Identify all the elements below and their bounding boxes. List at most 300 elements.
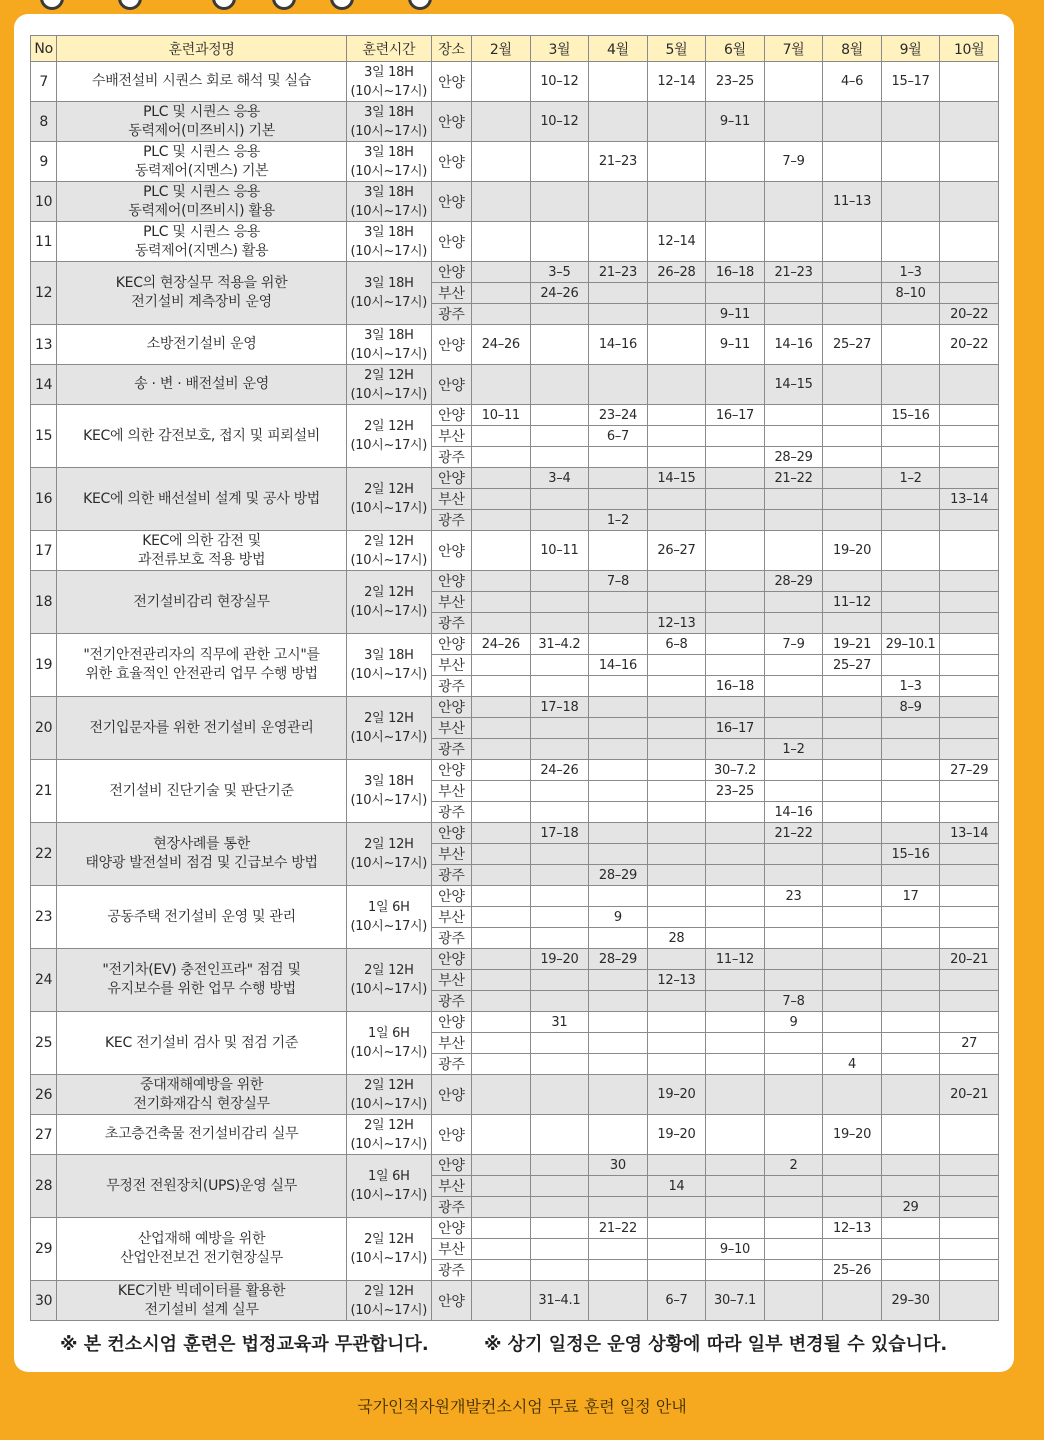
date-cell	[764, 1197, 823, 1218]
date-cell	[472, 802, 531, 823]
date-cell	[530, 1197, 589, 1218]
header-sep: 9월	[881, 36, 940, 62]
date-cell	[881, 1012, 940, 1033]
date-cell: 15–17	[881, 62, 940, 102]
date-cell	[706, 489, 765, 510]
date-cell	[472, 510, 531, 531]
date-cell	[647, 886, 706, 907]
course-name-line: 전기입문자를 위한 전기설비 운영관리	[89, 719, 314, 736]
course-hours: (10시~17시)	[350, 552, 428, 568]
date-cell: 11–12	[706, 949, 765, 970]
course-name-line: 동력제어(미쯔비시) 기본	[128, 122, 275, 139]
date-cell	[706, 991, 765, 1012]
date-cell	[530, 970, 589, 991]
date-cell	[940, 802, 999, 823]
course-name-line: "전기차(EV) 충전인프라" 점검 및	[102, 962, 301, 978]
date-cell	[472, 304, 531, 325]
date-cell	[940, 1176, 999, 1197]
date-cell	[764, 531, 823, 571]
date-cell	[881, 1176, 940, 1197]
course-time	[346, 262, 431, 325]
course-name	[57, 182, 347, 222]
date-cell	[706, 1197, 765, 1218]
place-cell: 안양	[431, 262, 471, 283]
date-cell	[881, 304, 940, 325]
course-time	[346, 1012, 431, 1075]
table-row	[31, 886, 999, 907]
date-cell	[530, 304, 589, 325]
course-time	[346, 823, 431, 886]
date-cell	[940, 222, 999, 262]
note-legal: ※ 본 컨소시엄 훈련은 법정교육과 무관합니다.	[60, 1334, 429, 1355]
date-cell	[647, 592, 706, 613]
date-cell	[472, 102, 531, 142]
date-cell: 20–22	[940, 325, 999, 365]
date-cell	[589, 634, 648, 655]
header-place: 장소	[431, 36, 471, 62]
course-hours: (10시~17시)	[350, 793, 428, 808]
course-hours: (10시~17시)	[350, 243, 428, 259]
course-name-line: PLC 및 시퀀스 응용	[143, 143, 261, 160]
schedule-table	[30, 35, 999, 1321]
date-cell: 1–2	[764, 739, 823, 760]
date-cell	[823, 304, 882, 325]
date-cell: 19–20	[530, 949, 589, 970]
date-cell	[881, 571, 940, 592]
date-cell	[881, 1155, 940, 1176]
course-no: 26	[31, 1075, 57, 1115]
course-duration: 3일 18H	[364, 104, 414, 120]
date-cell	[472, 365, 531, 405]
date-cell	[589, 760, 648, 781]
course-name-line: 초고층건축물 전기설비감리 실무	[104, 1126, 299, 1142]
table-row	[31, 325, 999, 365]
date-cell: 21–23	[589, 142, 648, 182]
date-cell	[823, 262, 882, 283]
date-cell: 30–7.2	[706, 760, 765, 781]
date-cell	[940, 1012, 999, 1033]
course-duration: 3일 18H	[364, 184, 414, 200]
course-time	[346, 405, 431, 468]
course-hours: (10시~17시)	[350, 1045, 428, 1060]
date-cell	[589, 1176, 648, 1197]
date-cell	[764, 510, 823, 531]
course-name	[57, 325, 347, 365]
course-no: 29	[31, 1218, 57, 1281]
date-cell	[530, 510, 589, 531]
date-cell	[647, 802, 706, 823]
date-cell	[940, 468, 999, 489]
date-cell	[530, 222, 589, 262]
course-name-line: KEC의 현장실무 적용을 위한	[115, 275, 288, 291]
course-duration: 2일 12H	[364, 482, 414, 497]
date-cell: 21–22	[764, 823, 823, 844]
date-cell	[589, 102, 648, 142]
date-cell: 4–6	[823, 62, 882, 102]
place-cell: 광주	[431, 1260, 471, 1281]
place-cell: 부산	[431, 718, 471, 739]
date-cell	[530, 1176, 589, 1197]
date-cell	[472, 991, 531, 1012]
place-cell: 부산	[431, 1239, 471, 1260]
binder-ring-3	[212, 0, 236, 10]
course-time	[346, 365, 431, 405]
binder-ring-4	[272, 0, 296, 10]
course-duration: 2일 12H	[364, 1117, 414, 1133]
date-cell	[940, 739, 999, 760]
table-row	[31, 571, 999, 592]
date-cell	[940, 886, 999, 907]
date-cell	[881, 865, 940, 886]
date-cell	[589, 739, 648, 760]
place-cell: 광주	[431, 613, 471, 634]
table-row	[31, 1281, 999, 1321]
place-cell: 광주	[431, 304, 471, 325]
date-cell	[530, 571, 589, 592]
course-name-line: 공동주택 전기설비 운영 및 관리	[107, 908, 296, 925]
date-cell	[530, 781, 589, 802]
date-cell	[881, 592, 940, 613]
course-name	[57, 365, 347, 405]
date-cell: 1–2	[589, 510, 648, 531]
date-cell	[530, 718, 589, 739]
date-cell	[472, 928, 531, 949]
date-cell: 14–16	[589, 655, 648, 676]
course-name	[57, 1155, 347, 1218]
table-row	[31, 405, 999, 426]
date-cell: 20–21	[940, 1075, 999, 1115]
date-cell	[940, 1218, 999, 1239]
date-cell	[530, 325, 589, 365]
course-name-line: 소방전기설비 운영	[146, 336, 257, 352]
course-time	[346, 1115, 431, 1155]
date-cell	[706, 1218, 765, 1239]
date-cell: 19–20	[823, 1115, 882, 1155]
date-cell	[589, 697, 648, 718]
date-cell	[706, 802, 765, 823]
date-cell	[706, 182, 765, 222]
place-cell: 안양	[431, 182, 471, 222]
place-cell: 안양	[431, 325, 471, 365]
date-cell: 7–9	[764, 142, 823, 182]
date-cell	[823, 676, 882, 697]
date-cell	[589, 1281, 648, 1321]
date-cell	[823, 283, 882, 304]
date-cell	[530, 1115, 589, 1155]
date-cell	[647, 760, 706, 781]
date-cell: 14–16	[589, 325, 648, 365]
date-cell	[706, 865, 765, 886]
course-duration: 2일 12H	[364, 367, 414, 383]
course-name-line: PLC 및 시퀀스 응용	[143, 183, 261, 200]
course-no: 24	[31, 949, 57, 1012]
schedule-sheet	[14, 14, 1014, 1372]
course-name	[57, 634, 347, 697]
date-cell	[589, 991, 648, 1012]
course-name-line: 동력제어(지멘스) 활용	[134, 242, 269, 259]
course-name-line: 전기설비 설계 실무	[144, 1301, 259, 1318]
date-cell	[530, 1033, 589, 1054]
date-cell	[823, 991, 882, 1012]
date-cell	[472, 1176, 531, 1197]
date-cell	[472, 571, 531, 592]
date-cell	[647, 447, 706, 468]
date-cell	[472, 739, 531, 760]
table-row	[31, 102, 999, 142]
date-cell	[706, 1260, 765, 1281]
place-cell: 안양	[431, 697, 471, 718]
date-cell	[706, 571, 765, 592]
date-cell	[589, 1115, 648, 1155]
table-header-row	[31, 36, 999, 62]
date-cell	[823, 865, 882, 886]
course-duration: 1일 6H	[368, 900, 410, 915]
date-cell	[881, 489, 940, 510]
binder-ring-2	[118, 0, 142, 10]
place-cell: 부산	[431, 781, 471, 802]
course-duration: 3일 18H	[364, 648, 414, 663]
course-hours: (10시~17시)	[350, 982, 428, 997]
date-cell	[823, 823, 882, 844]
date-cell	[940, 991, 999, 1012]
date-cell: 11–12	[823, 592, 882, 613]
date-cell	[530, 1075, 589, 1115]
date-cell: 23–24	[589, 405, 648, 426]
place-cell: 광주	[431, 676, 471, 697]
date-cell	[764, 718, 823, 739]
place-cell: 광주	[431, 510, 471, 531]
date-cell	[472, 1115, 531, 1155]
course-name	[57, 468, 347, 531]
date-cell	[823, 365, 882, 405]
place-cell: 부산	[431, 655, 471, 676]
date-cell	[706, 823, 765, 844]
place-cell: 광주	[431, 1197, 471, 1218]
course-no: 27	[31, 1115, 57, 1155]
note-schedule-change: ※ 상기 일정은 운영 상황에 따라 일부 변경될 수 있습니다.	[484, 1334, 948, 1355]
date-cell	[940, 1155, 999, 1176]
date-cell	[764, 1033, 823, 1054]
date-cell	[823, 1012, 882, 1033]
date-cell	[706, 1155, 765, 1176]
date-cell	[472, 781, 531, 802]
date-cell: 9	[764, 1012, 823, 1033]
date-cell	[647, 1197, 706, 1218]
date-cell	[530, 592, 589, 613]
course-name-line: 송 · 변 · 배전설비 운영	[134, 376, 269, 392]
date-cell: 30–7.1	[706, 1281, 765, 1321]
date-cell	[940, 1281, 999, 1321]
date-cell	[823, 781, 882, 802]
place-cell: 광주	[431, 802, 471, 823]
date-cell	[647, 304, 706, 325]
date-cell	[530, 907, 589, 928]
date-cell	[881, 1054, 940, 1075]
date-cell: 14	[647, 1176, 706, 1197]
table-row	[31, 760, 999, 781]
course-name	[57, 62, 347, 102]
course-time	[346, 760, 431, 823]
date-cell	[706, 531, 765, 571]
course-name	[57, 823, 347, 886]
date-cell	[472, 531, 531, 571]
date-cell	[589, 613, 648, 634]
date-cell	[823, 405, 882, 426]
date-cell	[764, 592, 823, 613]
course-no: 20	[31, 697, 57, 760]
course-time	[346, 634, 431, 697]
date-cell	[706, 928, 765, 949]
course-no: 7	[31, 62, 57, 102]
date-cell	[764, 1054, 823, 1075]
date-cell	[472, 426, 531, 447]
date-cell	[706, 1033, 765, 1054]
date-cell	[764, 1075, 823, 1115]
course-time	[346, 697, 431, 760]
place-cell: 안양	[431, 823, 471, 844]
course-duration: 3일 18H	[364, 774, 414, 789]
header-mar: 3월	[530, 36, 589, 62]
date-cell	[881, 102, 940, 142]
date-cell	[940, 970, 999, 991]
date-cell	[764, 907, 823, 928]
place-cell: 안양	[431, 531, 471, 571]
place-cell: 안양	[431, 949, 471, 970]
date-cell	[764, 182, 823, 222]
course-name-line: 전기설비감리 현장실무	[133, 593, 270, 610]
date-cell: 17–18	[530, 697, 589, 718]
date-cell	[823, 447, 882, 468]
table-row	[31, 1155, 999, 1176]
date-cell: 19–21	[823, 634, 882, 655]
date-cell: 24–26	[530, 760, 589, 781]
date-cell	[940, 365, 999, 405]
date-cell	[472, 1260, 531, 1281]
date-cell: 7–8	[589, 571, 648, 592]
date-cell: 21–23	[589, 262, 648, 283]
date-cell	[472, 468, 531, 489]
date-cell	[472, 1281, 531, 1321]
course-name	[57, 760, 347, 823]
date-cell	[647, 949, 706, 970]
course-time	[346, 571, 431, 634]
place-cell: 부산	[431, 592, 471, 613]
place-cell: 부산	[431, 970, 471, 991]
course-no: 23	[31, 886, 57, 949]
course-name	[57, 405, 347, 468]
date-cell: 7–8	[764, 991, 823, 1012]
course-name-line: 전기설비 계측장비 운영	[131, 294, 272, 310]
course-name	[57, 1281, 347, 1321]
date-cell	[881, 949, 940, 970]
date-cell	[706, 634, 765, 655]
date-cell	[764, 844, 823, 865]
course-hours: (10시~17시)	[350, 1136, 428, 1152]
course-no: 15	[31, 405, 57, 468]
date-cell	[940, 676, 999, 697]
date-cell	[940, 928, 999, 949]
date-cell	[940, 634, 999, 655]
date-cell: 23	[764, 886, 823, 907]
date-cell	[647, 865, 706, 886]
date-cell: 20–22	[940, 304, 999, 325]
date-cell	[530, 426, 589, 447]
table-row	[31, 142, 999, 182]
course-time	[346, 102, 431, 142]
date-cell	[472, 62, 531, 102]
date-cell	[823, 844, 882, 865]
course-time	[346, 325, 431, 365]
course-duration: 2일 12H	[364, 1077, 414, 1093]
date-cell	[706, 739, 765, 760]
course-hours: (10시~17시)	[350, 604, 428, 619]
date-cell	[589, 592, 648, 613]
course-no: 8	[31, 102, 57, 142]
date-cell	[706, 613, 765, 634]
date-cell	[472, 697, 531, 718]
date-cell	[647, 907, 706, 928]
date-cell	[706, 907, 765, 928]
date-cell	[881, 325, 940, 365]
date-cell: 3–4	[530, 468, 589, 489]
date-cell: 14–15	[764, 365, 823, 405]
header-jun: 6월	[706, 36, 765, 62]
course-name-line: 수배전설비 시퀀스 회로 해석 및 실습	[92, 73, 312, 89]
course-time	[346, 182, 431, 222]
date-cell	[881, 907, 940, 928]
date-cell: 16–18	[706, 676, 765, 697]
place-cell: 안양	[431, 1012, 471, 1033]
date-cell: 27–29	[940, 760, 999, 781]
date-cell: 1–3	[881, 262, 940, 283]
course-duration: 3일 18H	[364, 144, 414, 160]
course-duration: 2일 12H	[364, 837, 414, 852]
date-cell	[472, 1239, 531, 1260]
course-duration: 2일 12H	[364, 533, 414, 549]
date-cell	[647, 365, 706, 405]
date-cell	[940, 62, 999, 102]
date-cell	[647, 718, 706, 739]
course-duration: 2일 12H	[364, 711, 414, 726]
date-cell	[589, 1054, 648, 1075]
course-hours: (10시~17시)	[350, 1188, 428, 1203]
date-cell	[764, 489, 823, 510]
date-cell	[706, 510, 765, 531]
table-row	[31, 1075, 999, 1115]
date-cell: 14–15	[647, 468, 706, 489]
header-feb: 2월	[472, 36, 531, 62]
date-cell	[823, 1281, 882, 1321]
date-cell: 12–13	[647, 613, 706, 634]
date-cell	[706, 283, 765, 304]
date-cell	[530, 1239, 589, 1260]
date-cell	[647, 1012, 706, 1033]
binder-ring-1	[40, 0, 64, 10]
date-cell	[530, 1218, 589, 1239]
date-cell	[589, 1012, 648, 1033]
date-cell	[589, 1239, 648, 1260]
course-name-line: 무정전 전원장치(UPS)운영 실무	[106, 1177, 297, 1194]
date-cell	[823, 468, 882, 489]
date-cell	[764, 102, 823, 142]
date-cell	[706, 1176, 765, 1197]
date-cell	[706, 886, 765, 907]
date-cell	[881, 222, 940, 262]
date-cell	[647, 571, 706, 592]
course-hours: (10시~17시)	[350, 856, 428, 871]
date-cell	[823, 222, 882, 262]
date-cell	[530, 865, 589, 886]
